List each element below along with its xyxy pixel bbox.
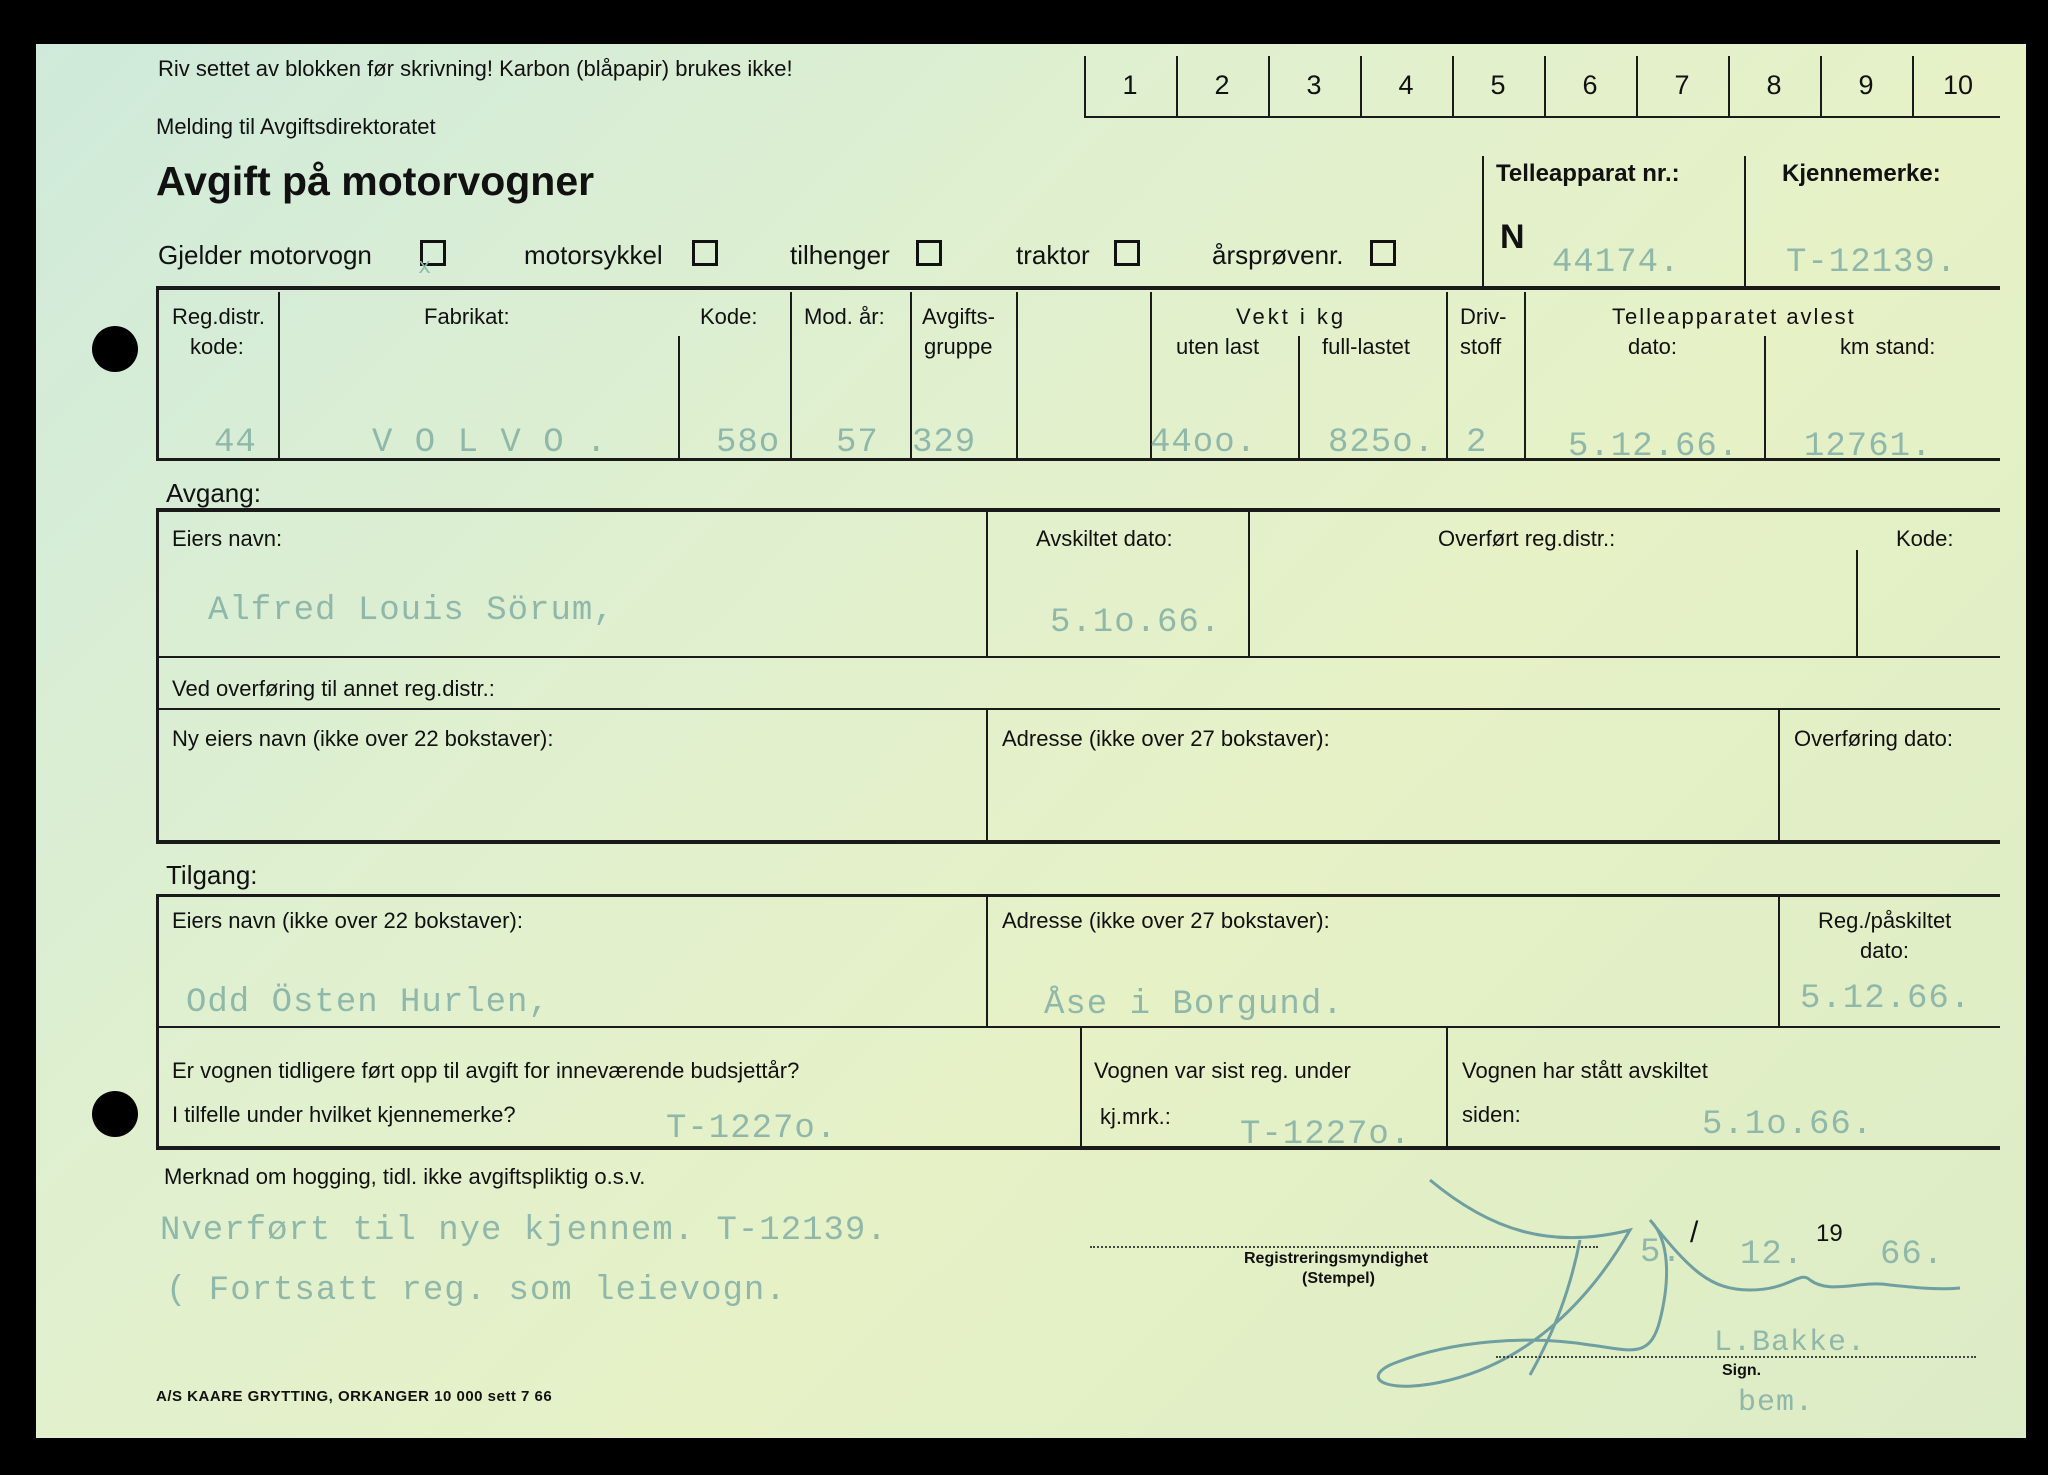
tilgang-left (156, 894, 159, 1150)
vt-div-5 (1016, 292, 1018, 458)
label-dato: dato: (1628, 334, 1677, 359)
label-driv: Driv- (1460, 304, 1507, 329)
date-day: 5. (1640, 1234, 1683, 1272)
avgang-bottom (156, 840, 2000, 844)
tilgang-reg-label: Reg./påskiltet (1818, 908, 1952, 933)
punch-hole-top (92, 326, 138, 372)
stamp-label: Registreringsmyndighet (1244, 1250, 1429, 1267)
checkbox-motorvogn-mark: x (418, 255, 432, 280)
avgang-transfer-date-label: Overføring dato: (1794, 726, 1953, 751)
tilgang-row-1 (156, 1026, 2000, 1028)
label-uten-last: uten last (1176, 334, 1260, 359)
form-title: Avgift på motorvogner (156, 158, 595, 204)
value-avgift: 329 (912, 424, 977, 462)
tilgang-stood-value: 5.1o.66. (1702, 1106, 1874, 1144)
tilgang-address-label: Adresse (ikke over 27 bokstaver): (1002, 908, 1330, 933)
value-full-lastet: 825o. (1328, 424, 1436, 462)
number-box-8[interactable]: 8 (1766, 70, 1782, 100)
signer-title: bem. (1738, 1386, 1815, 1420)
number-box-divider (1176, 56, 1178, 116)
tilgang-reg-label-2: dato: (1860, 938, 1909, 963)
avgang-row-2 (156, 708, 2000, 710)
avgang-div-1 (986, 512, 988, 658)
number-box-5[interactable]: 5 (1490, 70, 1506, 100)
value-fabrikat: V O L V O . (372, 424, 608, 462)
label-reg-distr-2: kode: (190, 334, 244, 359)
avgang-top (156, 508, 2000, 512)
number-box-1[interactable]: 1 (1122, 70, 1138, 100)
avgang-div-2 (1248, 512, 1250, 658)
value-drivstoff: 2 (1466, 424, 1488, 462)
vt-div-8 (1446, 292, 1448, 458)
remarks-label: Merknad om hogging, tidl. ikke avgiftspliktig o.s.v. (164, 1164, 646, 1189)
tilgang-owner-value: Odd Östen Hurlen, (186, 984, 550, 1022)
vt-div-9 (1524, 292, 1526, 458)
tilgang-last-reg-value: T-1227o. (1240, 1116, 1412, 1154)
label-mod-ar: Mod. år: (804, 304, 885, 329)
remarks-line-1: Nverført til nye kjennem. T-12139. (160, 1212, 888, 1250)
checkbox-motorsykkel[interactable] (692, 240, 718, 266)
tilgang-top (156, 894, 2000, 897)
avgang-heading: Avgang: (166, 478, 261, 508)
tilgang-div-1 (986, 896, 988, 1028)
number-box-6[interactable]: 6 (1582, 70, 1598, 100)
label-driv-2: stoff (1460, 334, 1502, 359)
label-avgift: Avgifts- (922, 304, 995, 329)
checkbox-tilhenger[interactable] (916, 240, 942, 266)
label-kode: Kode: (700, 304, 758, 329)
signature-scribble (1330, 1170, 1970, 1420)
vt-div-1 (278, 292, 280, 458)
avgang-new-owner-label: Ny eiers navn (ikke over 22 bokstaver): (172, 726, 554, 751)
avgang-transfer-label: Ved overføring til annet reg.distr.: (172, 676, 495, 701)
meter-plate-divider (1744, 156, 1746, 286)
number-box-divider (1452, 56, 1454, 116)
plate-label: Kjennemerke: (1782, 160, 1941, 187)
tilgang-owner-label: Eiers navn (ikke over 22 bokstaver): (172, 908, 523, 933)
avgang-div-3 (1856, 550, 1858, 656)
number-boxes-baseline (1084, 116, 2000, 118)
value-km-stand: 12761. (1804, 428, 1933, 466)
number-box-10[interactable]: 10 (1942, 70, 1974, 100)
avgang-avskiltet-label: Avskiltet dato: (1036, 526, 1173, 551)
vehicle-table-left (156, 286, 159, 461)
number-box-4[interactable]: 4 (1398, 70, 1414, 100)
avgang-row-1 (156, 656, 2000, 658)
option-traktor-label: traktor (1016, 240, 1090, 270)
stamp-label-2: (Stempel) (1302, 1270, 1375, 1287)
label-km-stand: km stand: (1840, 334, 1936, 359)
number-box-divider (1084, 56, 1086, 116)
punch-hole-bottom (92, 1091, 138, 1137)
number-box-7[interactable]: 7 (1674, 70, 1690, 100)
value-uten-last: 44oo. (1150, 424, 1258, 462)
tilgang-div-3 (1080, 1028, 1082, 1148)
number-box-2[interactable]: 2 (1214, 70, 1230, 100)
tilgang-stood-label-2: siden: (1462, 1102, 1521, 1127)
option-motorsykkel-label: motorsykkel (524, 240, 663, 270)
tilgang-div-2 (1778, 896, 1780, 1028)
date-month: 12. (1740, 1236, 1805, 1274)
tilgang-div-4 (1446, 1028, 1448, 1148)
number-box-3[interactable]: 3 (1306, 70, 1322, 100)
tilgang-question-2: I tilfelle under hvilket kjennemerke? (172, 1102, 516, 1127)
option-tilhenger-label: tilhenger (790, 240, 890, 270)
number-box-divider (1728, 56, 1730, 116)
number-box-divider (1544, 56, 1546, 116)
tilgang-last-reg-label: Vognen var sist reg. under (1094, 1058, 1351, 1083)
tilgang-bottom (156, 1146, 2000, 1150)
vehicle-type-prefix: Gjelder motorvogn (158, 240, 372, 270)
number-box-divider (1636, 56, 1638, 116)
label-vekt: Vekt i kg (1236, 304, 1347, 329)
printer-imprint: A/S KAARE GRYTTING, ORKANGER 10 000 sett 7 66 (156, 1388, 553, 1405)
avgang-div-5 (1778, 710, 1780, 842)
meter-value: 44174. (1552, 244, 1681, 282)
remarks-line-2: ( Fortsatt reg. som leievogn. (166, 1272, 787, 1310)
meter-box-left-border (1482, 156, 1484, 286)
label-fabrikat: Fabrikat: (424, 304, 510, 329)
label-reg-distr: Reg.distr. (172, 304, 265, 329)
tilgang-reg-value: 5.12.66. (1800, 980, 1972, 1018)
meter-label: Telleapparat nr.: (1496, 160, 1680, 187)
value-mod-ar: 57 (836, 424, 879, 462)
number-box-divider (1912, 56, 1914, 116)
tilgang-stood-label: Vognen har stått avskiltet (1462, 1058, 1708, 1083)
tilgang-address-value: Åse i Borgund. (1044, 986, 1344, 1024)
avgang-kode-label: Kode: (1896, 526, 1954, 551)
tilgang-question-1: Er vognen tidligere ført opp til avgift for inneværende budsjettår? (172, 1058, 800, 1083)
signer-name: L.Bakke. (1714, 1326, 1867, 1360)
number-box-divider (1268, 56, 1270, 116)
option-arsprovenr-label: årsprøvenr. (1212, 240, 1344, 270)
number-box-9[interactable]: 9 (1858, 70, 1874, 100)
number-box-divider (1360, 56, 1362, 116)
meter-prefix: N (1500, 218, 1525, 256)
tilgang-heading: Tilgang: (166, 860, 258, 890)
vt-div-10 (1764, 336, 1766, 458)
label-avgift-2: gruppe (924, 334, 993, 359)
checkbox-traktor[interactable] (1114, 240, 1140, 266)
avgang-avskiltet-value: 5.1o.66. (1050, 604, 1222, 642)
avgang-owner-label: Eiers navn: (172, 526, 283, 551)
tilgang-question-value: T-1227o. (666, 1110, 838, 1148)
avgang-address-label: Adresse (ikke over 27 bokstaver): (1002, 726, 1330, 751)
date-separator: / (1690, 1216, 1699, 1249)
vt-div-2 (678, 336, 680, 458)
date-year: 66. (1880, 1236, 1945, 1274)
avgang-left (156, 508, 159, 844)
plate-value: T-12139. (1786, 244, 1958, 282)
value-reg-distr: 44 (214, 424, 257, 462)
avgang-div-4 (986, 710, 988, 842)
checkbox-arsprovenr[interactable] (1370, 240, 1396, 266)
tilgang-last-reg-label-2: kj.mrk.: (1100, 1104, 1171, 1129)
date-century: 19 (1816, 1220, 1843, 1247)
value-dato: 5.12.66. (1568, 428, 1740, 466)
value-kode: 58o (716, 424, 781, 462)
header-recipient: Melding til Avgiftsdirektoratet (156, 114, 436, 139)
number-box-divider (1820, 56, 1822, 116)
avgang-overfort-label: Overført reg.distr.: (1438, 526, 1616, 551)
vt-div-3 (790, 292, 792, 458)
vt-div-7 (1298, 336, 1300, 458)
vehicle-table-top (156, 286, 2000, 290)
header-note: Riv settet av blokken før skrivning! Karbon (blåpapir) brukes ikke! (158, 56, 793, 81)
avgang-owner-value: Alfred Louis Sörum, (208, 592, 615, 630)
label-full-lastet: full-lastet (1322, 334, 1411, 359)
sign-label: Sign. (1722, 1362, 1762, 1379)
label-telleapparat: Telleapparatet avlest (1612, 304, 1856, 329)
